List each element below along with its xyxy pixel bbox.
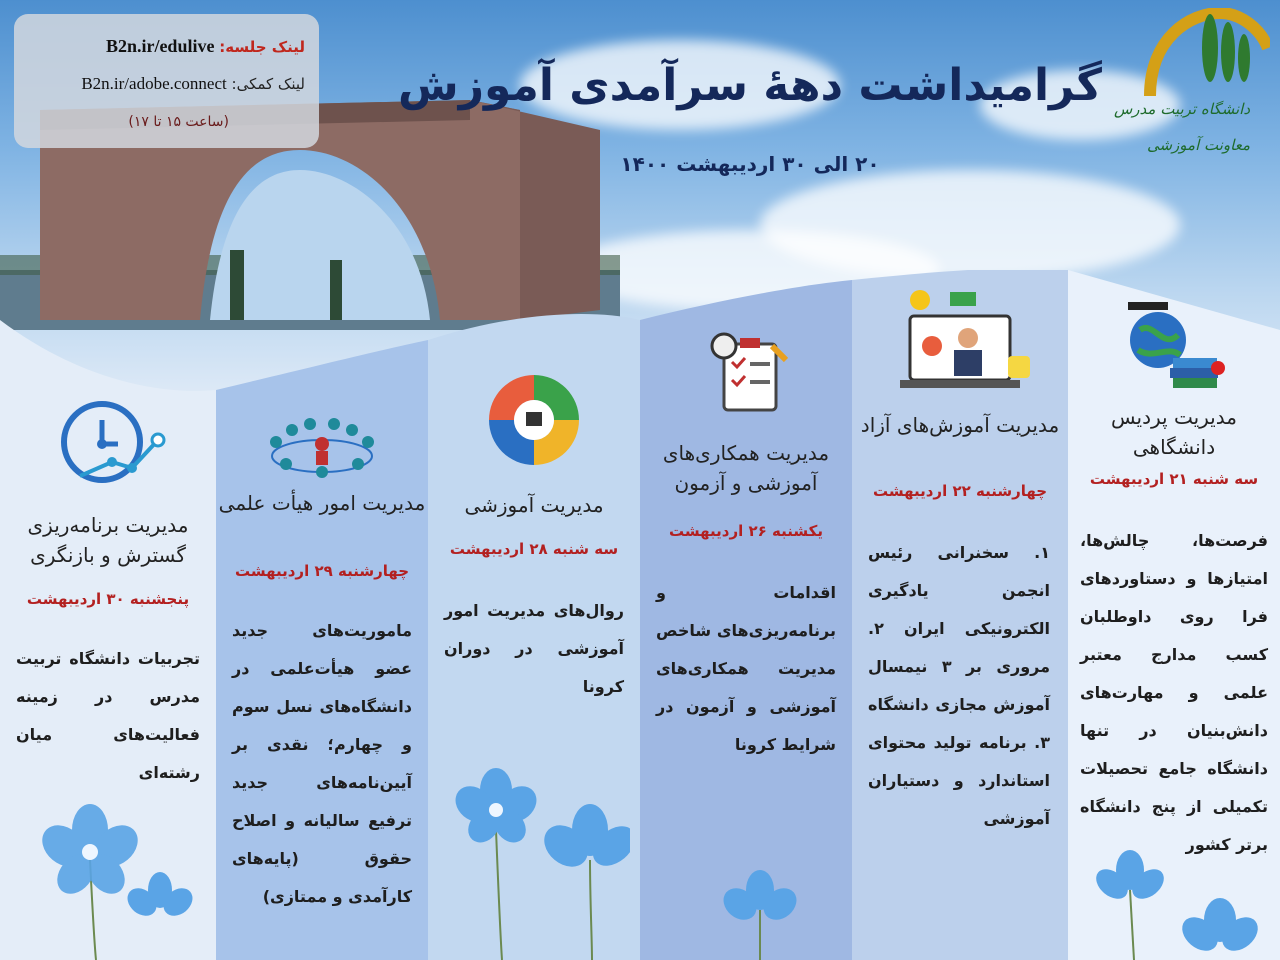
column-description: ماموریت‌های جدید عضو هیأت‌علمی در دانشگاه‌های نسل سوم و چهارم؛ نقدی بر آیین‌نامه‌های جدید ترفیع سالیانه و اصلاح حقوق (پایه‌های کارآمدی و ممتازی): [232, 621, 412, 906]
clock-growth-icon: [50, 396, 170, 486]
column-faculty-affairs: [216, 390, 428, 960]
column-description: تجربیات دانشگاه تربیت مدرس در زمینه فعالیت‌های میان رشته‌ای: [16, 649, 200, 782]
session-hours: (ساعت ۱۵ تا ۱۷): [128, 114, 229, 130]
column-title: مدیریت پردیس دانشگاهی: [1111, 405, 1237, 459]
flower-icon: [450, 760, 630, 960]
session-link-label: لینک جلسه:: [219, 38, 305, 56]
column-description: ۱. سخنرانی رئیس انجمن یادگیری الکترونیکی ایران ۲. مروری بر ۳ نیمسال آموزش مجازی دانشگاه ۳. برنامه تولید محتوای استاندارد و دستیاران آموزشی: [868, 543, 1050, 828]
column-date: چهارشنبه ۲۹ اردیبهشت: [234, 562, 410, 580]
column-date: یکشنبه ۲۶ اردیبهشت: [669, 522, 823, 540]
help-link-row: [81, 74, 305, 94]
page-title: گرامیداشت دهۀ سرآمدی آموزش: [398, 60, 1102, 111]
exam-checklist-icon: [702, 326, 792, 416]
help-link-label: لینک کمکی:: [231, 75, 305, 93]
column-title: مدیریت آموزشی: [464, 493, 604, 517]
column-date: سه شنبه ۲۱ اردیبهشت: [1089, 470, 1259, 488]
column-title: مدیریت آموزش‌های آزاد: [860, 413, 1060, 437]
university-logo: [1114, 8, 1270, 168]
column-title: مدیریت امور هیأت علمی: [218, 491, 426, 515]
column-date: چهارشنبه ۲۲ اردیبهشت: [872, 482, 1048, 500]
session-link-row: [106, 36, 305, 57]
logo-emblem-icon: [1140, 8, 1270, 98]
online-teacher-icon: [890, 286, 1040, 396]
column-description: فرصت‌ها، چالش‌ها، امتیازها و دستاوردهای فرا روی داوطلبان کسب مدارج معتبر علمی و مهارت‌های دانش‌بنیان در تنها دانشگاه جامع تحصیلات تکمیلی از پنج دانشگاه برتر کشور: [1080, 531, 1268, 854]
flower-icon: [20, 780, 200, 960]
column-title: مدیریت برنامه‌ریزی گسترش و بازنگری: [27, 513, 189, 567]
session-link[interactable]: B2n.ir/edulive: [105, 36, 215, 56]
column-title: مدیریت همکاری‌های آموزشی و آزمون: [662, 441, 830, 495]
column-date: سه شنبه ۲۸ اردیبهشت: [449, 540, 619, 558]
help-link[interactable]: B2n.ir/adobe.connect: [81, 74, 227, 93]
network-people-icon: [262, 400, 382, 480]
event-dates: ۲۰ الی ۳۰ اردیبهشت ۱۴۰۰: [620, 152, 880, 176]
column-open-education: [852, 280, 1068, 960]
link-info-box: [14, 14, 319, 148]
logo-text-university: دانشگاه تربیت مدرس: [1114, 100, 1250, 118]
column-description: اقدامات و برنامه‌ریزی‌های شاخص مدیریت همکاری‌های آموزشی و آزمون در شرایط کرونا: [656, 583, 836, 754]
flower-icon: [700, 860, 820, 960]
column-description: روال‌های مدیریت امور آموزشی در دوران کرونا: [444, 601, 624, 696]
logo-text-department: معاونت آموزشی: [1146, 136, 1250, 154]
education-gear-icon: [484, 370, 584, 470]
column-date: پنجشنبه ۳۰ اردیبهشت: [26, 590, 190, 608]
globe-books-icon: [1118, 290, 1228, 400]
flower-icon: [1090, 840, 1280, 960]
